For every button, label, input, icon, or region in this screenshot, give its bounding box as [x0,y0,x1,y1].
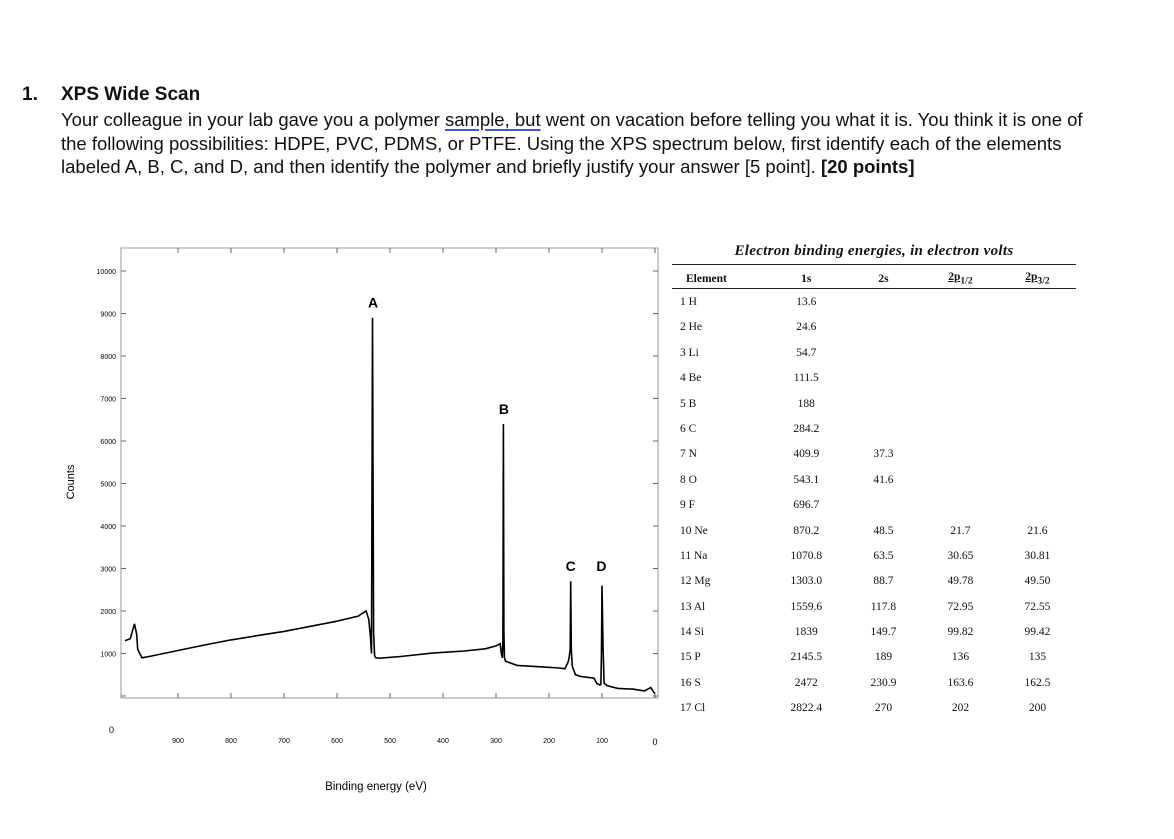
cell-element: 7 N [680,448,697,461]
cell-2p-3-2: 135 [1028,651,1047,664]
y-ticks [97,269,658,735]
cell-1s: 13.6 [796,295,817,308]
cell-element: 1 H [680,295,697,308]
table-header-row [672,265,1076,289]
cell-element: 2 He [680,321,703,334]
x-tick-label: 300 [490,738,502,745]
cell-2s [845,391,922,416]
table-row [672,365,1076,390]
cell-element: 11 Na [680,549,708,562]
table-row [672,416,1076,441]
y-tick-label: 0 [108,725,114,735]
cell-2p-1-2: 202 [951,702,970,715]
y-tick-label: 8000 [100,354,116,361]
cell-1s: 409.9 [793,448,820,461]
cell-2p-3-2 [999,467,1076,492]
cell-element: 9 F [680,499,696,512]
x-tick-label: 700 [278,738,290,745]
cell-2s [845,340,922,365]
cell-1s: 1839 [794,626,818,639]
x-tick-label: 400 [437,738,449,745]
question-text-underlined: sample, but [444,109,541,130]
table-row [672,594,1076,619]
cell-2p-1-2: 163.6 [947,676,974,689]
cell-2p-1-2 [922,467,999,492]
energy-table [672,265,1076,721]
x-ticks [172,248,657,747]
cell-element: 5 B [680,397,697,410]
question-points: [20 points] [820,156,915,177]
cell-2p-3-2: 99.42 [1024,626,1051,639]
cell-element: 10 Ne [680,524,708,537]
cell-element: 8 O [680,473,697,486]
y-tick-label: 9000 [100,311,116,319]
cell-2p-1-2: 21.7 [950,524,971,537]
table-row [672,619,1076,644]
cell-2s: 37.3 [873,448,894,461]
cell-2p-3-2: 21.6 [1027,524,1048,537]
cell-2p-3-2 [999,315,1076,340]
table-body [672,289,1076,721]
header-2p-1-2 [922,265,999,289]
cell-element: 17 Cl [680,702,706,715]
y-tick-label: 5000 [100,481,116,489]
cell-2p-3-2 [999,365,1076,390]
header-element: Element [672,265,768,289]
table-row [672,467,1076,492]
table-row [672,543,1076,568]
cell-1s: 188 [797,397,815,410]
table-title: Electron binding energies, in electron volts [672,243,1076,265]
x-tick-label: 100 [596,738,608,745]
table-row [672,442,1076,467]
cell-2p-3-2: 162.5 [1024,676,1051,689]
cell-2p-3-2 [999,391,1076,416]
cell-2s [845,289,922,315]
table-row [672,518,1076,543]
y-tick-label: 3000 [100,566,116,574]
cell-2p-1-2 [922,442,999,467]
cell-element: 12 Mg [680,575,711,588]
cell-2s [845,315,922,340]
cell-2s: 63.5 [873,549,894,562]
cell-1s: 1559.6 [790,600,823,613]
cell-2p-1-2 [922,289,999,315]
y-tick-label: 10000 [96,269,116,276]
y-tick-label: 1000 [100,651,116,659]
cell-1s: 543.1 [793,473,820,486]
cell-2p-3-2 [999,416,1076,441]
cell-2p-1-2: 99.82 [947,626,974,639]
cell-2s: 189 [874,651,893,664]
header-1s: 1s [768,265,845,289]
x-tick-label: 0 [652,737,658,747]
cell-2p-3-2 [999,442,1076,467]
cell-2p-1-2: 30.65 [947,549,974,562]
table-row [672,645,1076,670]
peak-label-d: D [596,558,607,574]
question-text-part2: went on vacation before telling you what it is. You think it is one of the following possibilities: HDPE, PVC, PDMS, or PTFE. Using the XPS spectrum below, first identify each of the elements labeled A, B, C, and D, and then identify the polymer and briefly justify your answer [5 point]. [61,109,1083,177]
header-2p-3-2-sub: 3/2 [1037,275,1050,287]
x-tick-label: 200 [543,738,555,745]
peak-label-a: A [367,294,379,311]
cell-2s [845,416,922,441]
plot-frame [121,248,658,698]
question-number: 1. [22,84,38,105]
cell-2s: 149.7 [870,626,897,639]
table-row [672,315,1076,340]
cell-1s: 1070.8 [790,549,823,562]
cell-2s: 230.9 [870,676,897,689]
header-2p-1-2-base: 2p [948,271,961,283]
question-text-part1: Your colleague in your lab gave you a polymer [61,109,445,130]
cell-1s: 111.5 [793,372,819,385]
cell-2p-3-2: 49.50 [1024,575,1051,588]
cell-2p-1-2: 72.95 [947,600,974,613]
cell-element: 15 P [680,651,701,664]
cell-1s: 870.2 [793,524,820,537]
header-2s: 2s [845,265,922,289]
cell-1s: 2472 [794,676,818,689]
cell-2p-1-2 [922,492,999,517]
y-tick-label: 2000 [100,609,116,616]
table-row [672,670,1076,695]
cell-2s: 41.6 [873,473,894,486]
cell-1s: 696.7 [793,499,820,512]
cell-element: 4 Be [680,372,702,385]
header-2p-3-2-base: 2p [1025,271,1038,283]
binding-energy-table [672,243,1076,721]
spectrum-line [125,318,655,694]
cell-2p-1-2 [922,416,999,441]
table-row [672,340,1076,365]
table-row [672,492,1076,517]
cell-2p-1-2 [922,315,999,340]
cell-2s [845,492,922,517]
cell-2p-3-2 [999,492,1076,517]
peak-label-c: C [565,558,576,574]
cell-1s: 24.6 [796,321,817,334]
x-tick-label: 900 [172,738,184,745]
x-tick-label: 600 [331,738,343,745]
cell-2s: 117.8 [870,600,897,613]
cell-2p-1-2: 49.78 [947,575,974,588]
cell-1s: 2145.5 [790,651,823,664]
x-tick-label: 500 [384,738,396,745]
cell-2s: 48.5 [873,524,894,537]
peak-annotations [368,295,607,575]
cell-2s [845,365,922,390]
cell-2p-1-2 [922,365,999,390]
x-axis-label: Binding energy (eV) [325,781,427,793]
cell-1s: 1303.0 [790,575,823,588]
cell-2s: 88.7 [873,575,894,588]
cell-2s: 270 [874,702,893,715]
cell-element: 16 S [680,676,701,689]
cell-1s: 284.2 [793,422,820,435]
y-tick-label: 4000 [100,524,116,531]
cell-element: 13 Al [680,600,706,613]
table-row [672,289,1076,315]
cell-2p-3-2 [999,340,1076,365]
cell-1s: 2822.4 [790,702,823,715]
peak-label-b: B [498,400,510,417]
cell-2p-3-2 [999,289,1076,315]
cell-element: 14 Si [680,626,704,639]
table-row [672,696,1076,721]
cell-2p-3-2: 200 [1028,702,1047,715]
y-tick-label: 7000 [100,396,116,404]
cell-1s: 54.7 [796,346,817,359]
cell-element: 6 C [680,422,697,435]
header-2p-3-2 [999,265,1076,289]
table-row [672,569,1076,594]
cell-element: 3 Li [680,346,699,359]
y-tick-label: 6000 [100,439,116,446]
cell-2p-1-2 [922,340,999,365]
cell-2p-3-2: 72.55 [1024,600,1051,613]
header-2p-1-2-sub: 1/2 [960,275,973,287]
cell-2p-1-2 [922,391,999,416]
x-tick-label: 800 [225,738,237,745]
y-axis-label: Counts [65,464,77,500]
table-row [672,391,1076,416]
question-title: XPS Wide Scan [61,84,201,105]
cell-2p-1-2: 136 [951,651,970,664]
cell-2p-3-2: 30.81 [1024,549,1051,562]
